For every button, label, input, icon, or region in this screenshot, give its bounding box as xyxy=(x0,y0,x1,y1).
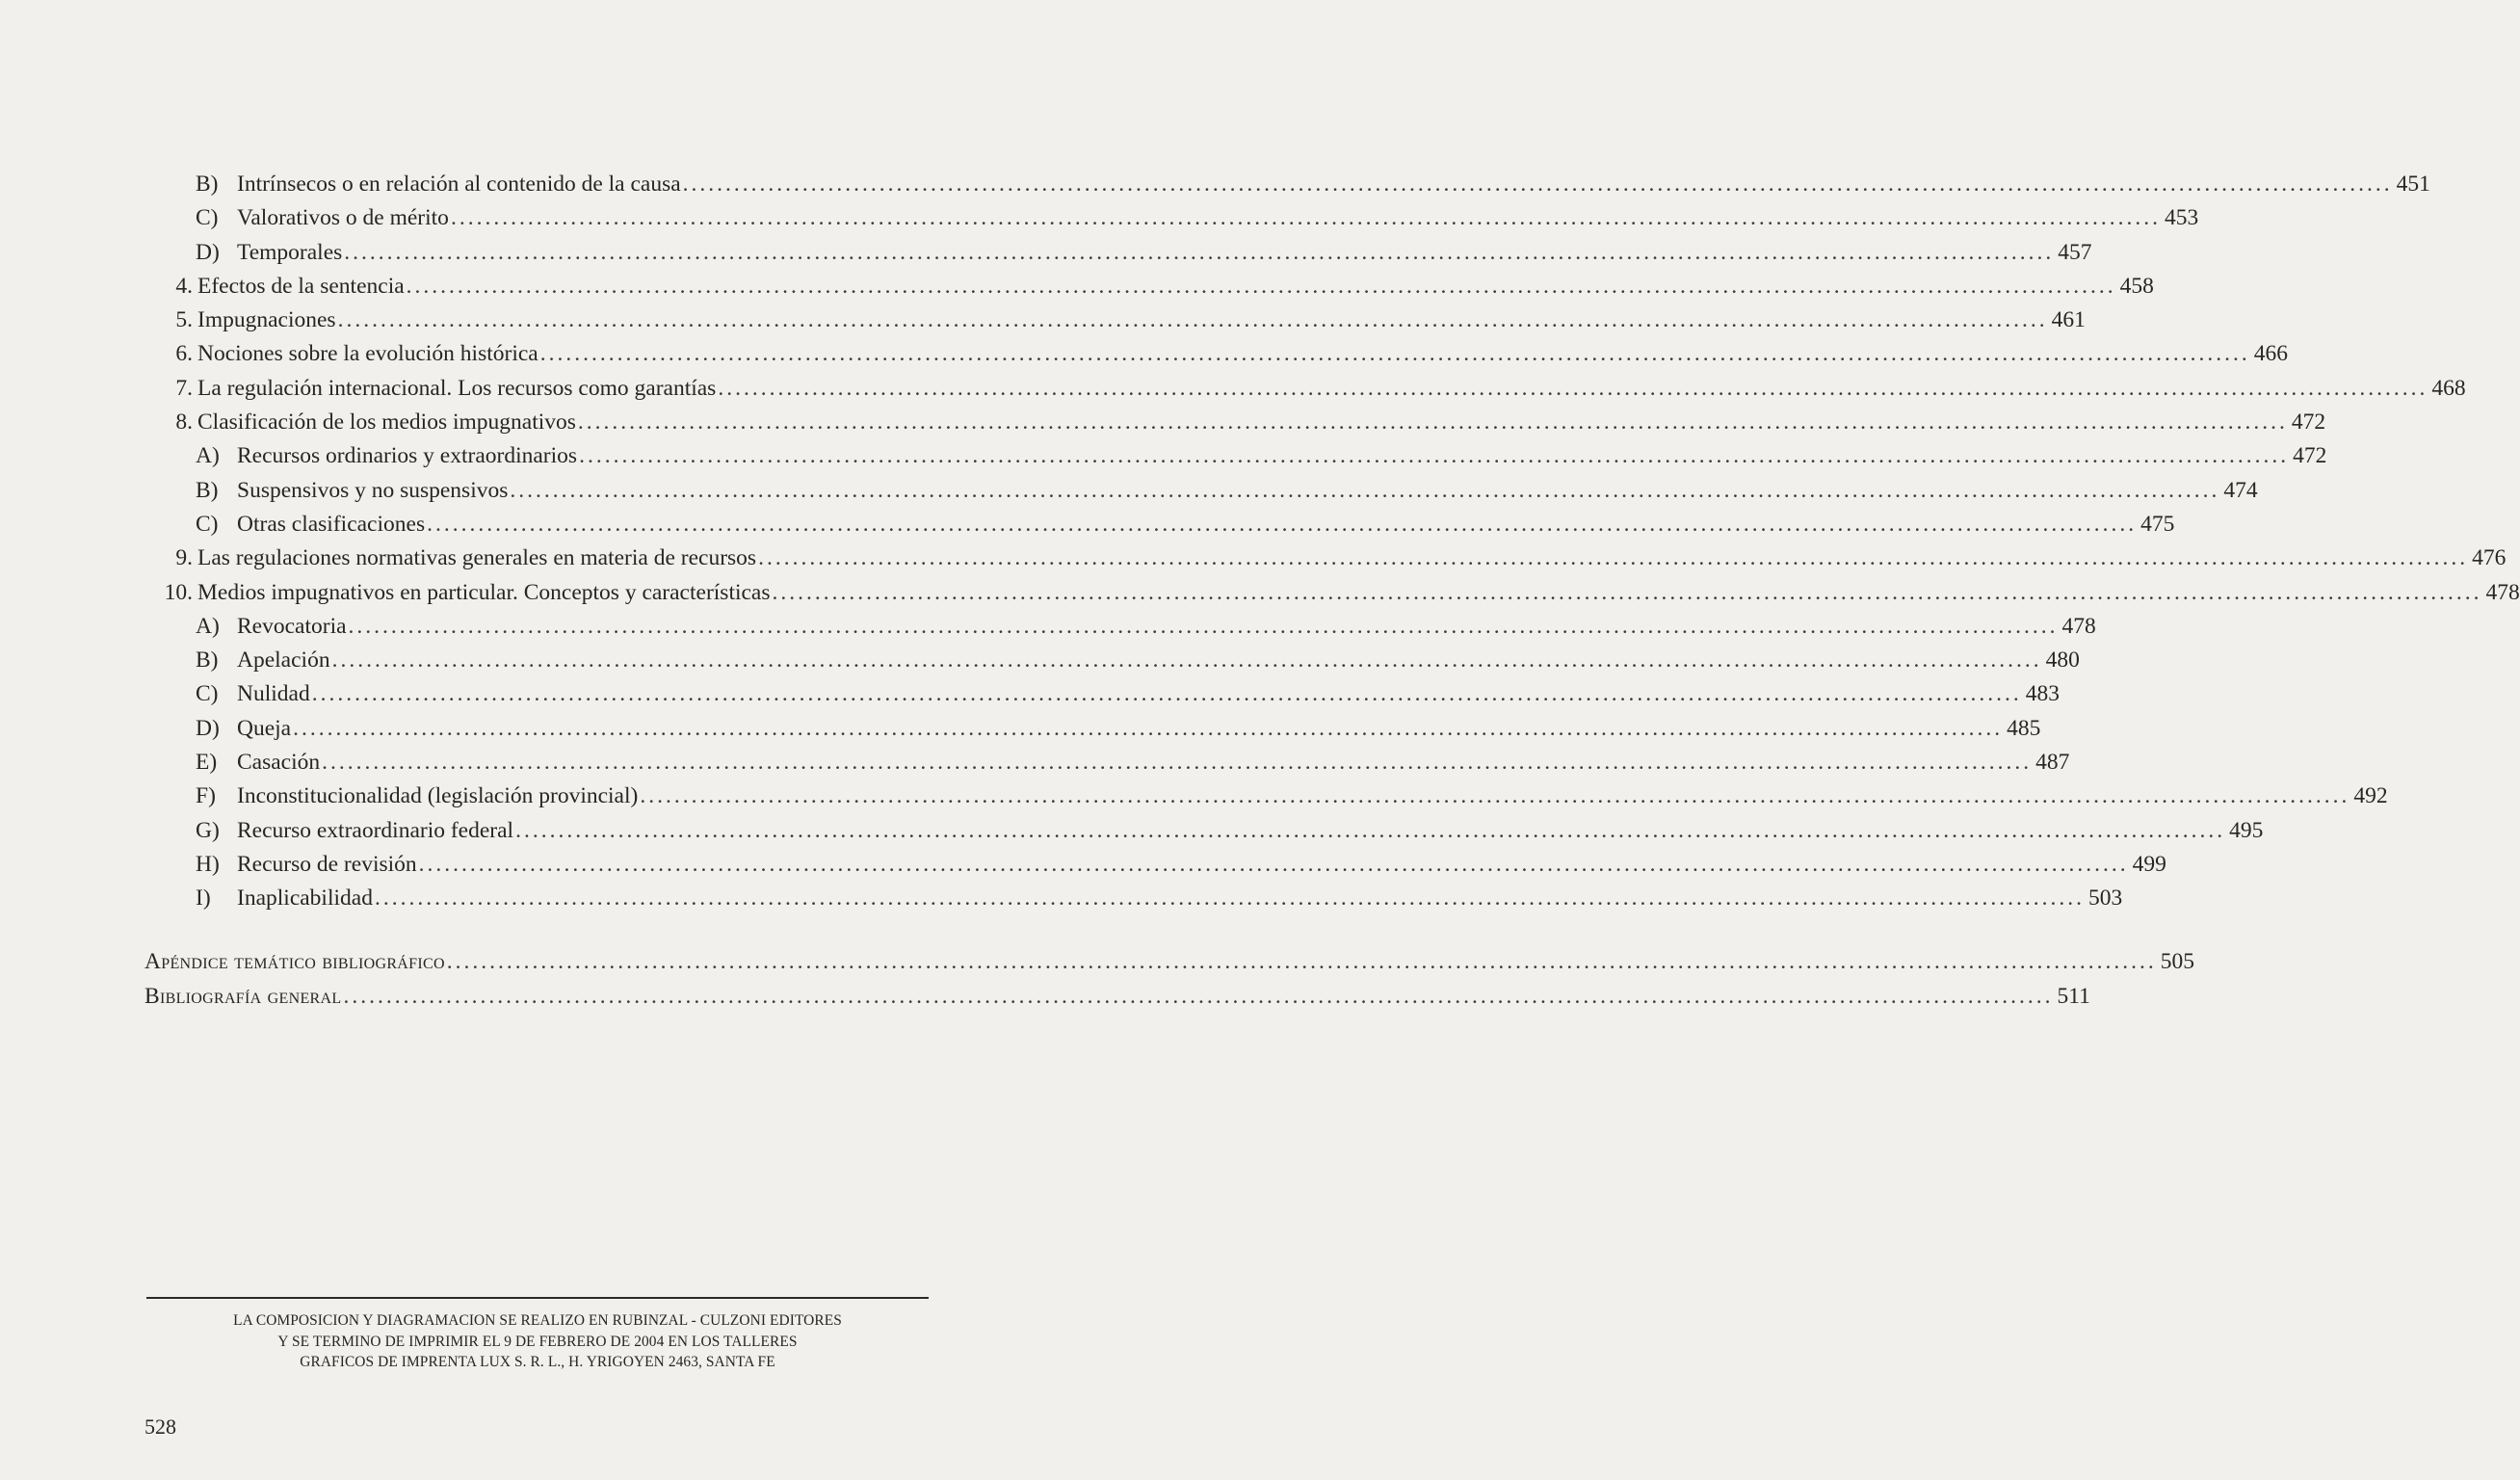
entry-letter: F) xyxy=(196,783,216,809)
entry-title: Suspensivos y no suspensivos xyxy=(237,477,509,503)
dot-leader: ........................................................................................................................................................................................................ xyxy=(344,239,2055,265)
colophon-rule xyxy=(146,1297,929,1299)
toc-entry xyxy=(144,851,2166,885)
entry-page: 505 xyxy=(2160,949,2195,974)
entry-page: 472 xyxy=(2293,443,2327,469)
entry-number: 8. xyxy=(175,410,193,436)
entry-title: Temporales xyxy=(237,239,343,265)
entry-letter: B) xyxy=(196,172,219,197)
entry-page: 476 xyxy=(2472,545,2507,571)
entry-page: 468 xyxy=(2431,375,2466,401)
entry-letter: C) xyxy=(196,511,219,537)
dot-leader: ........................................................................................................................................................................................................ xyxy=(418,851,2129,877)
appendix-entry xyxy=(144,949,2195,984)
entry-letter: C) xyxy=(196,205,219,231)
entry-page: 457 xyxy=(2058,239,2092,265)
entry-title: Queja xyxy=(237,715,292,741)
entry-page: 474 xyxy=(2223,477,2258,503)
toc-entry xyxy=(144,750,2070,783)
toc-entry xyxy=(144,307,2086,341)
dot-leader: ........................................................................................................................................................................................................ xyxy=(343,984,2054,1009)
toc-entry xyxy=(144,375,2466,410)
entry-letter: C) xyxy=(196,681,219,707)
entry-number: 6. xyxy=(175,341,193,367)
dot-leader: ........................................................................................................................................................................................................ xyxy=(311,681,2022,707)
entry-title: La regulación internacional. Los recursos como garantías xyxy=(197,375,717,401)
toc-entry xyxy=(144,239,2092,274)
entry-letter: D) xyxy=(196,715,220,741)
entry-letter: H) xyxy=(196,851,220,877)
dot-leader: ........................................................................................................................................................................................................ xyxy=(515,817,2226,843)
dot-leader: ........................................................................................................................................................................................................ xyxy=(322,750,2033,776)
appendix-entry xyxy=(144,984,2090,1018)
toc-entry xyxy=(144,477,2258,512)
toc-entry xyxy=(144,681,2060,715)
entry-letter: B) xyxy=(196,477,219,503)
entry-title: Medios impugnativos en particular. Conceptos y características xyxy=(197,579,771,605)
dot-leader: ........................................................................................................................................................................................................ xyxy=(293,715,2004,741)
entry-title: Casación xyxy=(237,750,321,776)
entry-title: Recurso de revisión xyxy=(237,851,417,877)
toc-entry xyxy=(144,341,2288,375)
toc-entry xyxy=(144,205,2199,239)
entry-letter: D) xyxy=(196,239,220,265)
toc-entry xyxy=(144,273,2154,307)
entry-page: 458 xyxy=(2119,273,2154,299)
entry-page: 461 xyxy=(2051,307,2086,333)
entry-title: Clasificación de los medios impugnativos xyxy=(197,410,576,436)
toc-entry xyxy=(144,885,2123,919)
entry-page: 466 xyxy=(2253,341,2288,367)
entry-letter: B) xyxy=(196,648,219,674)
entry-title: Revocatoria xyxy=(237,613,347,639)
dot-leader: ........................................................................................................................................................................................................ xyxy=(331,648,2042,674)
entry-page: 451 xyxy=(2396,172,2430,197)
entry-page: 499 xyxy=(2132,851,2166,877)
dot-leader: ........................................................................................................................................................................................................ xyxy=(682,172,2393,197)
toc-entry xyxy=(144,783,2388,817)
dot-leader: ........................................................................................................................................................................................................ xyxy=(450,205,2161,231)
colophon-line: LA COMPOSICION Y DIAGRAMACION SE REALIZO EN RUBINZAL - CULZONI EDITORES xyxy=(233,1312,842,1329)
entry-number: 4. xyxy=(175,273,193,299)
entry-title: Otras clasificaciones xyxy=(237,511,426,537)
dot-leader: ........................................................................................................................................................................................................ xyxy=(718,375,2428,401)
dot-leader: ........................................................................................................................................................................................................ xyxy=(758,545,2469,571)
dot-leader: ........................................................................................................................................................................................................ xyxy=(539,341,2250,367)
entry-page: 495 xyxy=(2229,817,2264,843)
entry-title: Recurso extraordinario federal xyxy=(237,817,514,843)
entry-number: 10. xyxy=(164,579,193,605)
dot-leader: ........................................................................................................................................................................................................ xyxy=(510,477,2220,503)
entry-number: 5. xyxy=(175,307,193,333)
dot-leader: ........................................................................................................................................................................................................ xyxy=(374,885,2085,912)
entry-letter: A) xyxy=(196,443,220,469)
entry-page: 478 xyxy=(2061,613,2096,639)
entry-title: Valorativos o de mérito xyxy=(237,205,449,231)
entry-number: 7. xyxy=(175,375,193,401)
entry-page: 485 xyxy=(2007,715,2041,741)
appendix-entries xyxy=(144,949,2195,1018)
entry-page: 453 xyxy=(2164,205,2199,231)
entry-page: 483 xyxy=(2025,681,2060,707)
entry-page: 503 xyxy=(2087,885,2123,912)
entry-title: Recursos ordinarios y extraordinarios xyxy=(237,443,578,469)
toc-entry xyxy=(144,410,2326,443)
table-of-contents xyxy=(144,172,2520,920)
entry-letter: I) xyxy=(196,885,211,912)
toc-entry xyxy=(144,511,2175,545)
toc-entry xyxy=(144,613,2096,648)
entry-letter: A) xyxy=(196,613,220,639)
dot-leader: ........................................................................................................................................................................................................ xyxy=(577,410,2288,436)
entry-page: 511 xyxy=(2057,984,2090,1009)
colophon-line: GRAFICOS DE IMPRENTA LUX S. R. L., H. YRIGOYEN 2463, SANTA FE xyxy=(300,1354,775,1370)
toc-entry xyxy=(144,579,2520,614)
entry-page: 472 xyxy=(2291,410,2326,436)
entry-page: 478 xyxy=(2485,579,2520,605)
dot-leader: ........................................................................................................................................................................................................ xyxy=(337,307,2048,333)
entry-title: Apelación xyxy=(237,648,330,674)
entry-title: Impugnaciones xyxy=(197,307,336,333)
toc-entry xyxy=(144,545,2507,579)
entry-title: Inaplicabilidad xyxy=(237,885,373,912)
entry-page: 480 xyxy=(2045,648,2080,674)
toc-entry xyxy=(144,817,2264,852)
entry-number: 9. xyxy=(175,545,193,571)
dot-leader: ........................................................................................................................................................................................................ xyxy=(348,613,2059,639)
entry-page: 487 xyxy=(2035,750,2070,776)
entry-letter: G) xyxy=(196,817,220,843)
entry-title: Nociones sobre la evolución histórica xyxy=(197,341,538,367)
colophon-line: Y SE TERMINO DE IMPRIMIR EL 9 DE FEBRERO DE 2004 EN LOS TALLERES xyxy=(277,1333,798,1350)
colophon xyxy=(146,1310,929,1373)
entry-title: Efectos de la sentencia xyxy=(197,273,405,299)
dot-leader: ........................................................................................................................................................................................................ xyxy=(640,783,2350,809)
entry-title: Apéndice temático bibliográfico xyxy=(144,949,445,974)
entry-title: Intrínsecos o en relación al contenido de la causa xyxy=(237,172,681,197)
dot-leader: ........................................................................................................................................................................................................ xyxy=(446,949,2157,974)
entry-title: Bibliografía general xyxy=(144,984,342,1009)
entry-title: Inconstitucionalidad (legislación provincial) xyxy=(237,783,639,809)
dot-leader: ........................................................................................................................................................................................................ xyxy=(579,443,2290,469)
page-number: 528 xyxy=(144,1414,176,1439)
toc-entry xyxy=(144,443,2327,477)
dot-leader: ........................................................................................................................................................................................................ xyxy=(406,273,2116,299)
toc-entry xyxy=(144,172,2430,205)
toc-entry xyxy=(144,648,2080,681)
entry-title: Nulidad xyxy=(237,681,310,707)
entry-title: Las regulaciones normativas generales en materia de recursos xyxy=(197,545,757,571)
dot-leader: ........................................................................................................................................................................................................ xyxy=(772,579,2482,605)
toc-entry xyxy=(144,715,2041,750)
entry-page: 475 xyxy=(2140,511,2175,537)
entry-page: 492 xyxy=(2353,783,2388,809)
dot-leader: ........................................................................................................................................................................................................ xyxy=(427,511,2138,537)
entry-letter: E) xyxy=(196,750,218,776)
